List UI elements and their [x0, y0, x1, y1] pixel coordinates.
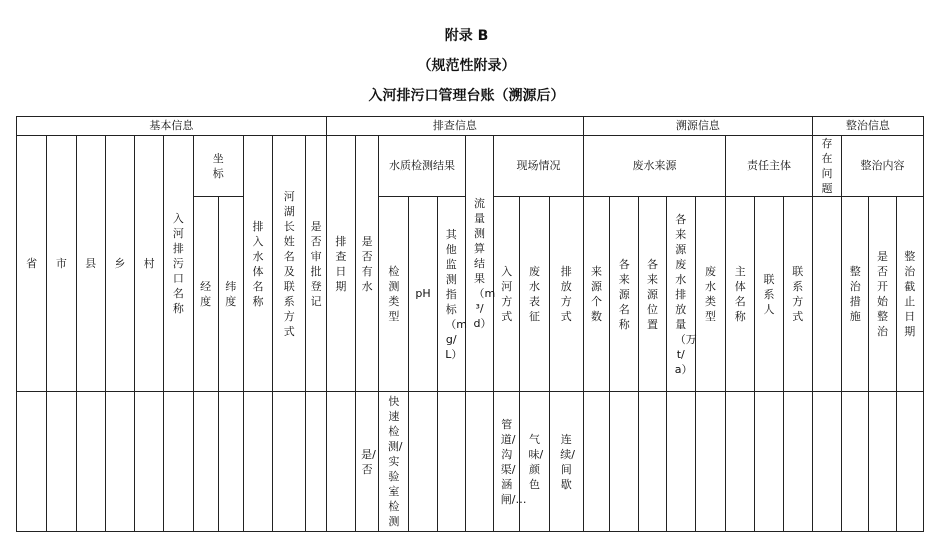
- col-city: 市: [47, 136, 76, 392]
- col-test-type: 检测类型: [379, 197, 409, 392]
- cell[interactable]: [409, 392, 437, 532]
- group-basic: 基本信息: [17, 117, 327, 136]
- col-river-chief: 河湖长姓名及联系方式: [273, 136, 306, 392]
- appendix-title: 附录 B: [444, 28, 489, 44]
- cell[interactable]: [243, 392, 272, 532]
- cell[interactable]: [306, 392, 326, 532]
- col-township: 乡: [105, 136, 134, 392]
- col-entry-mode: 入河方式: [494, 197, 520, 392]
- cell-entry-mode[interactable]: 管道/沟渠/涵闸/…: [494, 392, 520, 532]
- cell[interactable]: [610, 392, 639, 532]
- col-started: 是否开始整治: [869, 197, 896, 392]
- group-trace: 溯源信息: [583, 117, 812, 136]
- col-has-issue-body: [812, 197, 841, 392]
- cell[interactable]: [666, 392, 695, 532]
- col-check-date: 排查日期: [326, 136, 355, 392]
- col-county: 县: [76, 136, 105, 392]
- col-approved: 是否审批登记: [306, 136, 326, 392]
- col-measures: 整治措施: [842, 197, 869, 392]
- cell[interactable]: [842, 392, 869, 532]
- col-deadline: 整治截止日期: [896, 197, 923, 392]
- cell[interactable]: [326, 392, 355, 532]
- group-rectify: 整治信息: [812, 117, 923, 136]
- col-source-count: 来源个数: [583, 197, 609, 392]
- subgroup-coord: 坐标: [193, 136, 243, 197]
- cell[interactable]: [583, 392, 609, 532]
- cell[interactable]: [193, 392, 218, 532]
- cell[interactable]: [783, 392, 812, 532]
- cell[interactable]: [76, 392, 105, 532]
- cell[interactable]: [135, 392, 164, 532]
- subgroup-site: 现场情况: [494, 136, 584, 197]
- example-row: [17, 392, 924, 532]
- cell[interactable]: [17, 392, 47, 532]
- col-flow: 流量测算结果（m³/d）: [465, 136, 493, 392]
- subgroup-wastewater-source: 废水来源: [583, 136, 725, 197]
- cell[interactable]: [437, 392, 465, 532]
- col-source-names: 各来源名称: [610, 197, 639, 392]
- col-ww-type: 废水类型: [695, 197, 725, 392]
- col-latitude: 纬度: [218, 197, 243, 392]
- cell-discharge-mode[interactable]: 连续/间歇: [549, 392, 583, 532]
- col-ww-feature: 废水表征: [520, 197, 549, 392]
- cell[interactable]: [812, 392, 841, 532]
- cell[interactable]: [218, 392, 243, 532]
- normative-note: （规范性附录）: [417, 58, 516, 74]
- subgroup-header-row: [17, 136, 924, 197]
- col-source-volume: 各来源废水排放量（万t/a）: [666, 197, 695, 392]
- col-outlet-name: 入河排污口名称: [164, 136, 193, 392]
- col-province: 省: [17, 136, 47, 392]
- col-has-issue: 存在问题: [812, 136, 841, 197]
- cell[interactable]: [896, 392, 923, 532]
- col-source-locations: 各来源位置: [639, 197, 666, 392]
- cell[interactable]: [164, 392, 193, 532]
- cell[interactable]: [726, 392, 755, 532]
- table-title: 入河排污口管理台账（溯源后）: [368, 88, 565, 104]
- cell[interactable]: [465, 392, 493, 532]
- col-longitude: 经度: [193, 197, 218, 392]
- cell[interactable]: [869, 392, 896, 532]
- group-investigation: 排查信息: [326, 117, 583, 136]
- cell-ww-feature[interactable]: 气味/颜色: [520, 392, 549, 532]
- col-village: 村: [135, 136, 164, 392]
- col-discharge-mode: 排放方式: [549, 197, 583, 392]
- subgroup-responsible: 责任主体: [726, 136, 813, 197]
- col-other-index: 其他监测指标（mg/L）: [437, 197, 465, 392]
- cell[interactable]: [105, 392, 134, 532]
- col-has-water: 是否有水: [356, 136, 379, 392]
- cell[interactable]: [273, 392, 306, 532]
- subgroup-rectify-content: 整治内容: [842, 136, 924, 197]
- col-ph: pH: [409, 197, 437, 392]
- cell[interactable]: [47, 392, 76, 532]
- col-water-body: 排入水体名称: [243, 136, 272, 392]
- subgroup-water-quality: 水质检测结果: [379, 136, 466, 197]
- group-header-row: [17, 117, 924, 136]
- ledger-table: [16, 116, 924, 532]
- col-contact: 联系人: [755, 197, 783, 392]
- cell-test-type[interactable]: 快速检测/实验室检测: [379, 392, 409, 532]
- cell-has-water[interactable]: 是/否: [356, 392, 379, 532]
- col-contact-info: 联系方式: [783, 197, 812, 392]
- col-entity-name: 主体名称: [726, 197, 755, 392]
- cell[interactable]: [695, 392, 725, 532]
- cell[interactable]: [755, 392, 783, 532]
- cell[interactable]: [639, 392, 666, 532]
